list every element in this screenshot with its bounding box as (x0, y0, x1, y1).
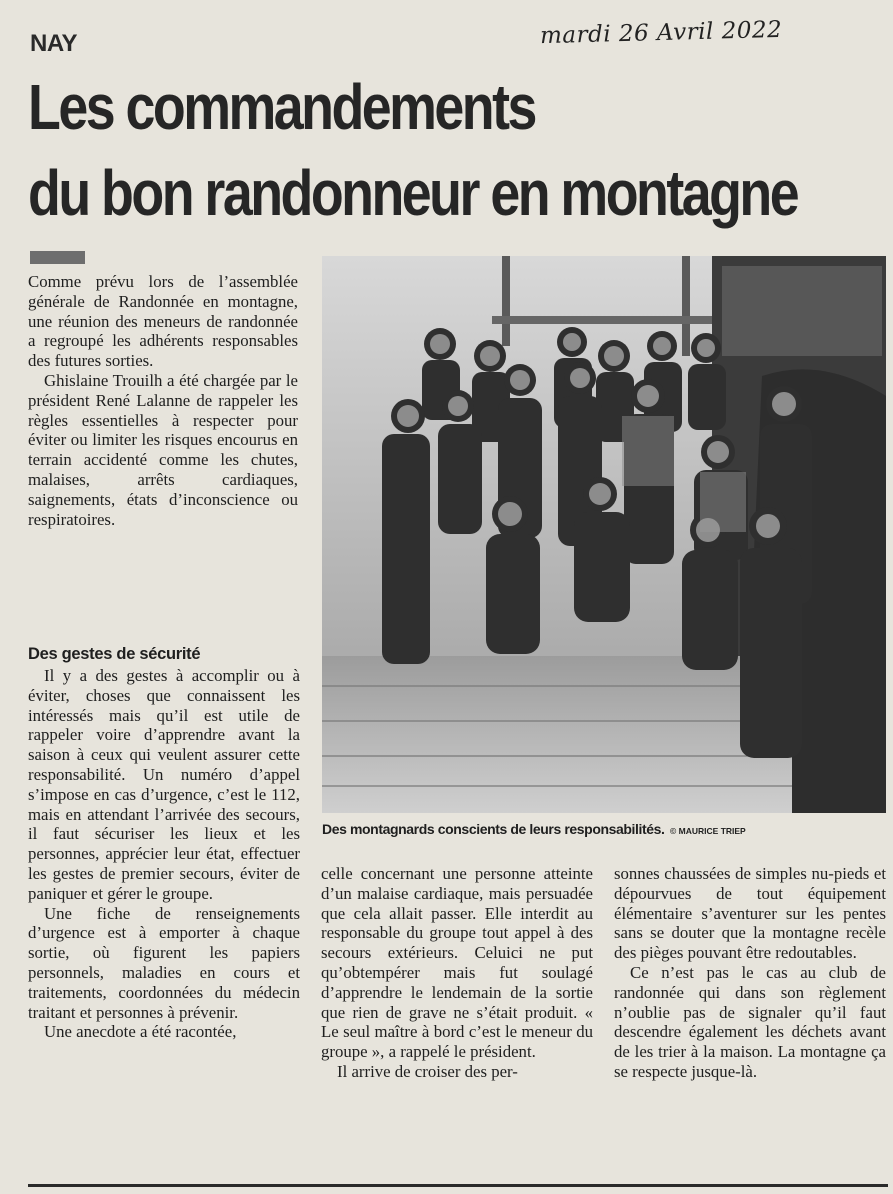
photo-credit: © MAURICE TRIEP (670, 826, 746, 836)
headline-line-1: Les commandements (28, 71, 535, 143)
paragraph-intro: Comme prévu lors de l’assemblée générale de Randonnée en montagne, une réunion des meneurs de randonnée a regroupé les adhérents responsables des futures sorties. (28, 272, 298, 371)
bottom-rule (28, 1184, 888, 1187)
photo-caption (322, 821, 746, 837)
section-kicker: NAY (30, 30, 77, 57)
paragraph-fiche: Une fiche de renseignements d’urgence est à emporter à chaque sortie, où figurent les papiers personnels, maladies en cours et traitements, coordonnées du médecin traitant et personnes à prévenir. (28, 903, 300, 1022)
section-subhead: Des gestes de sécurité (28, 645, 201, 663)
paragraph-anecdote: celle concernant une personne atteinte d’un malaise cardiaque, mais persuadée que cela allait passer. Elle interdit au responsable du groupe tout appel à des secours extérieurs. Celuici ne put qu’obtempérer mais fut soulagé d’apprendre le lendemain de la sortie que rien de grave ne s’était produit. « Le seul maître à bord c’est le meneur du groupe », a rappelé le président. (321, 864, 593, 1062)
article-column-1-bottom (28, 666, 300, 1042)
article-column-2 (321, 864, 593, 1082)
paragraph-anecdote-start: Une anecdote a été racontée, (44, 1022, 237, 1042)
group-photo-illustration (322, 256, 886, 813)
paragraph-ghislaine: Ghislaine Trouilh a été chargée par le président René Lalanne de rappeler les règles essentielles à respecter pour éviter ou limiter les risques encourus en terrain accidenté comme les chutes, malaises, arrêts cardiaques, saignements, états d’inconscience ou respiratoires. (28, 370, 298, 529)
photo-caption-text: Des montagnards conscients de leurs responsabilités. (322, 821, 665, 837)
paragraph-club: Ce n’est pas le cas au club de randonnée qui dans son règlement n’oublie pas de signaler qu’il faut descendre également les déchets avant de les trier à la maison. La montagne ça se respecte jusque-là. (614, 962, 886, 1081)
lead-marker-bar (30, 251, 85, 264)
handwritten-date-note: mardi 26 Avril 2022 (539, 16, 783, 50)
paragraph-croiser-start: Il arrive de croiser des per- (337, 1061, 518, 1081)
paragraph-gestes: Il y a des gestes à accomplir ou à éviter, choses que connaissent les intéressés mais qu’il est utile de rappeler voire d’apprendre avant la saison à ceux qui veulent assurer cette responsabilité. Un numéro d’appel s’impose en cas d’urgence, c’est le 112, mais en attendant l’arrivée des secours, il faut sécuriser les lieux et les personnes, apprécier leur état, effectuer les gestes de premier secours, éviter de paniquer et gérer le groupe. (28, 666, 300, 903)
paragraph-croiser: sonnes chaussées de simples nu-pieds et dépourvues de tout équipement élémentaire s’aventurer sur les pentes sans se douter que la montagne recèle des pièges pouvant être redoutables. (614, 864, 886, 963)
headline-line-2: du bon randonneur en montagne (28, 157, 798, 229)
article-column-1-top (28, 272, 298, 529)
article-column-3 (614, 864, 886, 1082)
group-photo (322, 256, 886, 813)
